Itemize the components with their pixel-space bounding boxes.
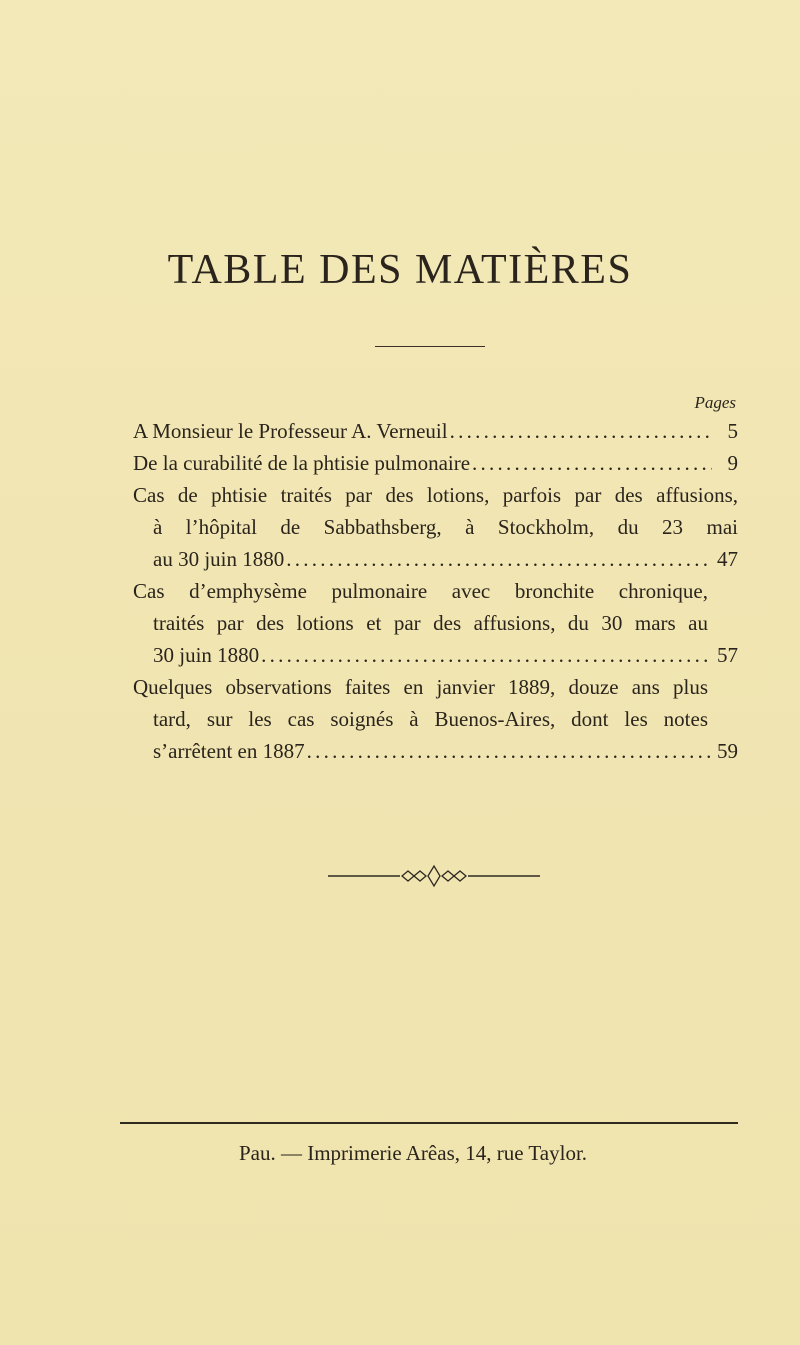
- toc-entry: [133, 671, 738, 767]
- leader-dots: [450, 415, 712, 447]
- page-title: TABLE DES MATIÈRES: [167, 247, 633, 293]
- toc-entry-text: Quelques observations faites en janvier 1889, douze ans plus: [133, 675, 708, 699]
- toc-entry: [133, 575, 738, 671]
- leader-dots: [472, 447, 712, 479]
- printer-imprint: Pau. — Imprimerie Arêas, 14, rue Taylor.: [238, 1141, 588, 1165]
- toc-entry-text: Cas de phtisie traités par des lotions, parfois par des affusions,: [133, 483, 738, 507]
- table-of-contents: [133, 415, 738, 767]
- toc-entry-text: De la curabilité de la phtisie pulmonaire: [133, 451, 471, 475]
- pages-column-label: Pages: [694, 393, 736, 412]
- leader-dots: [286, 543, 712, 575]
- title-divider: [375, 346, 485, 347]
- toc-entry-text: à l’hôpital de Sabbathsberg, à Stockholm, du 23 mai: [153, 515, 738, 539]
- toc-entry-text: 30 juin 1880: [153, 643, 260, 667]
- toc-page-number: 57: [717, 643, 738, 667]
- toc-page-number: 47: [717, 547, 738, 571]
- toc-entry-text: traités par des lotions et par des affusions, du 30 mars au: [153, 611, 708, 635]
- toc-page-number: 5: [727, 419, 738, 443]
- toc-entry-text: au 30 juin 1880: [153, 547, 285, 571]
- ornament-divider-icon: [328, 864, 540, 888]
- toc-entry: [133, 479, 738, 575]
- toc-entry: [133, 447, 738, 479]
- toc-entry-text: tard, sur les cas soignés à Buenos-Aires, dont les notes: [153, 707, 708, 731]
- toc-page-number: 59: [717, 739, 738, 763]
- toc-entry-text: A Monsieur le Professeur A. Verneuil: [133, 419, 448, 443]
- toc-entry-text: s’arrêtent en 1887: [153, 739, 305, 763]
- leader-dots: [307, 735, 712, 767]
- toc-entry-text: Cas d’emphysème pulmonaire avec bronchite chronique,: [133, 579, 708, 603]
- toc-entry: [133, 415, 738, 447]
- leader-dots: [261, 639, 712, 671]
- footer-rule: [120, 1122, 738, 1124]
- toc-page-number: 9: [727, 451, 738, 475]
